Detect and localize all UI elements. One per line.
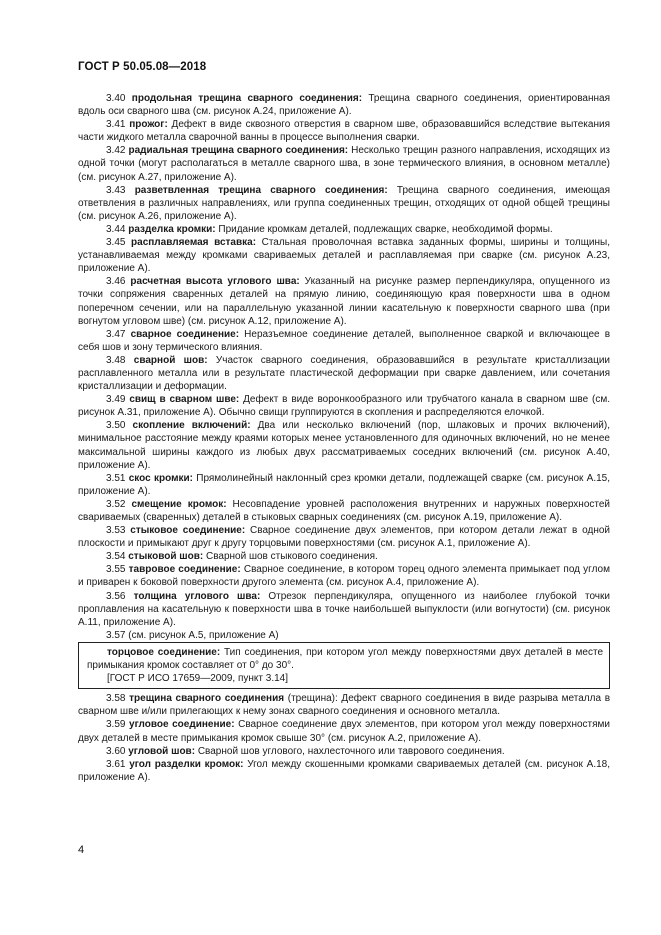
document-body [78,92,610,784]
term-name: стыковой шов: [128,551,204,563]
term-entry [78,692,610,718]
term-definition: Сварной шов стыкового соединения. [205,551,378,563]
term-entry [78,629,610,642]
term-number: 3.40 [106,93,126,104]
term-number: 3.45 [106,237,126,249]
term-number: 3.42 [106,145,126,157]
term-entry [78,328,610,354]
boxed-definition [78,642,610,689]
term-entry [78,718,610,744]
term-number: 3.46 [106,276,126,288]
term-entry [78,275,610,327]
term-number: 3.57 [106,629,126,641]
term-number: 3.44 [106,223,126,235]
term-number: 3.55 [106,564,126,576]
boxed-source: [ГОСТ Р ИСО 17659—2009, пункт 3.14] [107,673,289,685]
term-definition: Несовпадение уровней расположения внутренних и наружных поверхностей свариваемых (сваренных) деталей в стыковых сварных соединениях (см. рисунок А.19, приложение А). [78,498,611,523]
term-number: 3.43 [106,184,126,196]
document-header: ГОСТ Р 50.05.08—2018 [78,61,207,73]
term-definition: Сварной шов углового, нахлесточного или таврового соединения. [197,745,505,757]
term-definition: Несколько трещин разного направления, исходящих из одной точки (могут располагаться в металле сварного шва, в зоне термического влияния, в основном металле) (см. рисунок А.27, приложение А). [78,145,611,183]
term-name: расплавляемая вставка: [131,237,257,249]
terms-list [78,92,610,642]
term-number: 3.41 [106,119,126,131]
term-definition: Дефект в виде сквозного отверстия в сварном шве, образовавшийся вследствие вытекания части жидкого металла сварочной ванны в процессе выполнения сварки. [78,119,610,144]
term-definition: Сварное соединение двух элементов, при котором детали лежат в одной плоскости и примыкают друг к другу торцовыми поверхностями (см. рисунок А.1, приложение А). [78,525,611,550]
term-name: тавровое соединение: [128,564,241,576]
term-name: радиальная трещина сварного соединения: [128,145,349,157]
term-definition: Два или несколько включений (пор, шлаковых и прочих включений), минимальное расстояние между краями которых менее установленного для одиночных включений, но не менее максимальной ширины каждого из любых двух рассматриваемых соседних включений (см. рисунок А.40, приложение А). [78,420,610,471]
term-name: угловой шов: [128,745,196,757]
term-name: разветвленная трещина сварного соединения: [134,184,388,196]
term-entry [78,354,610,393]
term-entry [78,524,610,550]
term-number: 3.58 [106,693,126,705]
term-number: 3.56 [106,590,126,602]
term-entry [78,590,610,629]
term-number: 3.48 [106,354,126,366]
term-entry [78,745,610,758]
term-definition: Сварное соединение двух элементов, при котором угол между поверхностями двух деталей в месте примыкания кромок свыше 30° (см. рисунок А.2, приложение А). [78,719,610,744]
term-name: угловое соединение: [129,719,235,731]
page-number: 4 [78,844,85,856]
term-number: 3.60 [106,745,126,757]
term-entry [78,223,610,236]
term-entry [78,563,610,589]
term-entry [78,184,610,223]
term-definition: Указанный на рисунке размер перпендикуляра, опущенного из точки сопряжения сваренных деталей на прямую линию, соединяющую края поверхности шва в одном поперечном сечении, или на параллельную указанной линии касательную к поверхности сварного шва (при вогнутом угловом шве) (см. рисунок А.12, приложение А). [78,276,610,327]
term-number: 3.53 [106,525,126,537]
term-number: 3.50 [106,420,126,432]
term-number: 3.54 [106,551,126,563]
term-entry [78,118,610,144]
term-number: 3.49 [106,394,126,406]
term-entry [78,758,610,784]
term-definition: Угол между скошенными кромками свариваемых деталей (см. рисунок А.18, приложение А). [78,758,611,783]
term-name: расчетная высота углового шва: [130,276,300,288]
term-definition: (трещина): Дефект сварного соединения в виде разрыва металла в сварном шве и/или прилегающих к нему зонах сварного соединения и основного металла. [78,693,611,718]
term-definition: Придание кромкам деталей, подлежащих сварке, необходимой формы. [218,223,553,235]
terms-list-continued [78,692,610,784]
term-name: скопление включений: [132,420,251,432]
term-name: сварное соединение: [130,328,240,340]
boxed-text: Тип соединения, при котором угол между поверхностями двух деталей в месте примыкания кромок составляет от 0° до 30°. [87,646,604,672]
boxed-term: торцовое соединение: [107,646,221,658]
term-name: угол разделки кромок: [129,758,244,770]
term-entry [78,419,610,471]
term-definition: Стальная проволочная вставка заданных формы, ширины и толщины, устанавливаемая между кромками свариваемых деталей и расплавляемая при сварке (см. рисунок А.23, приложение А). [78,237,611,275]
term-number: 3.61 [106,758,126,770]
term-name: смещение кромок: [131,498,227,510]
term-entry [78,144,610,183]
term-name: толщина углового шва: [133,590,261,602]
term-number: 3.52 [106,498,126,510]
term-name: трещина сварного соединения [129,693,285,705]
term-definition: Отрезок перпендикуляра, опущенного из наиболее глубокой точки проплавления на касательную к поверхности шва в точке наибольшей выпуклости (или вогнутости) (см. рисунок А.11, приложение А). [78,590,610,628]
term-number: 3.51 [106,472,126,484]
boxed-definition-text [87,646,603,672]
term-definition: Сварное соединение, в котором торец одного элемента примыкает под углом и приварен к боковой поверхности другого элемента (см. рисунок А.4, приложение А). [78,564,610,589]
term-definition: (см. рисунок А.5, приложение А) [128,629,279,641]
term-name: скос кромки: [128,472,193,484]
term-entry [78,550,610,563]
term-name: стыковое соединение: [130,525,246,537]
term-name: продольная трещина сварного соединения: [131,93,363,104]
term-definition: Неразъемное соединение деталей, выполненное сваркой и включающее в себя шов и зону термического влияния. [78,328,611,353]
term-entry [78,498,610,524]
term-entry [78,236,610,275]
term-definition: Трещина сварного соединения, имеющая ответвления в различных направлениях, или группа соединенных трещин, отходящих от одной общей трещины (см. рисунок А.26, приложение А). [78,184,611,222]
term-entry [78,393,610,419]
term-number: 3.59 [106,719,126,731]
term-definition: Дефект в виде воронкообразного или трубчатого канала в сварном шве (см. рисунок А.31, приложение А). Обычно свищи группируются в скопления и распределяются елочкой. [78,394,610,419]
term-number: 3.47 [106,328,126,340]
term-definition: Участок сварного соединения, образовавшийся в результате кристаллизации расплавленного металла или в результате пластической деформации при сварке давлением, или сочетания кристаллизации и деформации. [78,354,611,393]
term-definition: Прямолинейный наклонный срез кромки детали, подлежащей сварке (см. рисунок А.15, приложение А). [78,472,611,497]
term-name: свищ в сварном шве: [129,394,240,406]
term-entry [78,472,610,498]
term-entry [78,92,610,118]
term-name: сварной шов: [133,354,208,366]
term-name: разделка кромки: [128,223,216,235]
term-definition: Трещина сварного соединения, ориентированная вдоль оси сварного шва (см. рисунок А.24, приложение А). [78,93,610,118]
term-name: прожог: [129,119,168,131]
